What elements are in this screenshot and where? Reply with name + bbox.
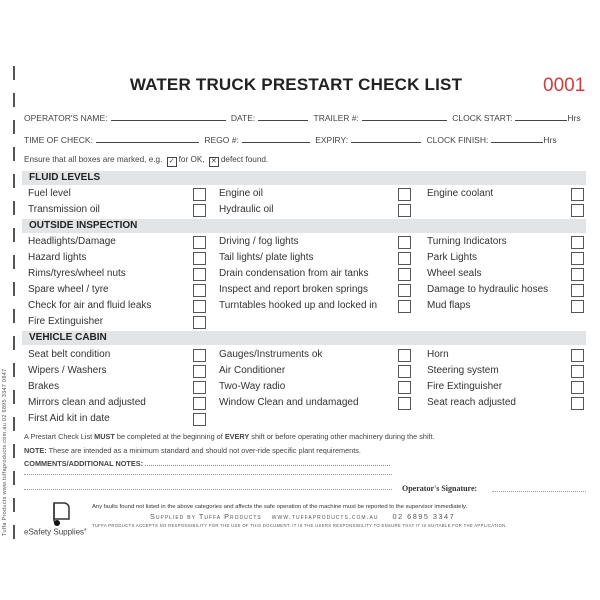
checkbox[interactable] bbox=[571, 236, 584, 249]
perforation-tick bbox=[13, 120, 15, 134]
checkbox[interactable] bbox=[398, 397, 411, 410]
disclaimer: TUFFA PRODUCTS ACCEPTS NO RESPONSIBILITY FOR THE USE OF THIS DOCUMENT. IT IS THE USERS RESPONSIBILITY TO ENSURE THAT IT IS SUITABLE FOR THE APPLICATION. bbox=[92, 523, 508, 528]
checkbox[interactable] bbox=[398, 236, 411, 249]
checkbox[interactable] bbox=[571, 204, 584, 217]
operators-name-label: OPERATOR'S NAME: bbox=[24, 113, 108, 123]
checkbox[interactable] bbox=[193, 236, 206, 249]
check-item: Engine oil bbox=[219, 188, 263, 199]
check-item: Steering system bbox=[427, 365, 499, 376]
checkbox[interactable] bbox=[571, 349, 584, 362]
checkbox[interactable] bbox=[571, 381, 584, 394]
checkbox[interactable] bbox=[193, 413, 206, 426]
checkbox[interactable] bbox=[193, 204, 206, 217]
checkbox[interactable] bbox=[193, 316, 206, 329]
check-item: Seat reach adjusted bbox=[427, 397, 516, 408]
check-item: Mud flaps bbox=[427, 300, 471, 311]
checkbox[interactable] bbox=[193, 349, 206, 362]
checkbox[interactable] bbox=[571, 397, 584, 410]
ok-example-checkbox: ✓ bbox=[167, 157, 177, 167]
checkbox[interactable] bbox=[571, 268, 584, 281]
check-item: Check for air and fluid leaks bbox=[28, 300, 152, 311]
perforation-tick bbox=[13, 201, 15, 215]
perforation-tick bbox=[13, 255, 15, 269]
checkbox[interactable] bbox=[571, 284, 584, 297]
checkbox[interactable] bbox=[571, 188, 584, 201]
check-item: First Aid kit in date bbox=[28, 413, 110, 424]
check-item: Brakes bbox=[28, 381, 60, 392]
perforation-tick bbox=[13, 282, 15, 296]
check-item: Fuel level bbox=[28, 188, 71, 199]
check-item: Mirrors clean and adjusted bbox=[28, 397, 146, 408]
checkbox[interactable] bbox=[398, 349, 411, 362]
section-header-fluid-levels: FLUID LEVELS bbox=[22, 171, 586, 185]
clock-finish-label: CLOCK FINISH: bbox=[426, 135, 489, 145]
checkbox[interactable] bbox=[398, 188, 411, 201]
check-item: Two-Way radio bbox=[219, 381, 286, 392]
check-item: Driving / fog lights bbox=[219, 236, 299, 247]
comments-row bbox=[24, 459, 390, 468]
trailer-label: TRAILER #: bbox=[313, 113, 359, 123]
checkbox[interactable] bbox=[193, 300, 206, 313]
checkbox[interactable] bbox=[193, 252, 206, 265]
checkbox[interactable] bbox=[398, 300, 411, 313]
check-item: Horn bbox=[427, 349, 449, 360]
signature-label: Operator's Signature: bbox=[402, 484, 478, 493]
checkbox[interactable] bbox=[398, 381, 411, 394]
perforation-tick bbox=[13, 147, 15, 161]
check-item: Wheel seals bbox=[427, 268, 482, 279]
check-item: Window Clean and undamaged bbox=[219, 397, 359, 408]
check-item: Seat belt condition bbox=[28, 349, 111, 360]
check-item: Engine coolant bbox=[427, 188, 494, 199]
signature-field[interactable] bbox=[492, 491, 586, 492]
check-item: Transmission oil bbox=[28, 204, 100, 215]
instructions: Ensure that all boxes are marked, e.g. ✓ for OK, ✕ defect found. bbox=[24, 155, 269, 165]
header-row-2 bbox=[24, 134, 557, 145]
perforation-tick bbox=[13, 228, 15, 242]
expiry-field[interactable] bbox=[351, 134, 421, 143]
header-row-1 bbox=[24, 112, 581, 123]
check-item: Drain condensation from air tanks bbox=[219, 268, 369, 279]
checkbox[interactable] bbox=[398, 268, 411, 281]
checkbox[interactable] bbox=[193, 188, 206, 201]
check-item: Headlights/Damage bbox=[28, 236, 116, 247]
expiry-label: EXPIRY: bbox=[315, 135, 349, 145]
check-item: Hydraulic oil bbox=[219, 204, 274, 215]
perforation-tick bbox=[13, 417, 15, 431]
perforation-tick bbox=[13, 390, 15, 404]
checkbox[interactable] bbox=[193, 397, 206, 410]
check-item: Fire Extinguisher bbox=[427, 381, 503, 392]
logo-icon bbox=[48, 500, 72, 528]
check-item: Park Lights bbox=[427, 252, 478, 263]
perforation-tick bbox=[13, 336, 15, 350]
section-header-vehicle-cabin: VEHICLE CABIN bbox=[22, 331, 586, 345]
clock-start-field[interactable] bbox=[515, 112, 567, 121]
checkbox[interactable] bbox=[193, 365, 206, 378]
hrs-label: Hrs bbox=[543, 135, 557, 145]
checkbox[interactable] bbox=[571, 252, 584, 265]
comments-field-line-2[interactable] bbox=[24, 474, 392, 475]
section-header-outside-inspection: OUTSIDE INSPECTION bbox=[22, 219, 586, 233]
check-item: Air Conditioner bbox=[219, 365, 286, 376]
brand-name: eSafety Supplies® bbox=[24, 527, 87, 537]
checkbox[interactable] bbox=[398, 365, 411, 378]
date-label: DATE: bbox=[230, 113, 256, 123]
defect-example-checkbox: ✕ bbox=[209, 157, 219, 167]
rego-label: REGO #: bbox=[204, 135, 239, 145]
checkbox[interactable] bbox=[193, 284, 206, 297]
check-item: Turning Indicators bbox=[427, 236, 507, 247]
checkbox[interactable] bbox=[398, 252, 411, 265]
checkbox[interactable] bbox=[193, 381, 206, 394]
minimum-standard-note: NOTE: These are intended as a minimum standard and should not over-ride specific plant requirements. bbox=[24, 446, 361, 455]
supplier-line: Supplied by Tuffa Products www.tuffaproducts.com.au 02 6895 3347 bbox=[150, 512, 456, 521]
vertical-supplier-text: Tuffa Products www.tuffaproducts.com.au 02 6895 3347 0847 bbox=[2, 368, 8, 536]
rego-field[interactable] bbox=[242, 134, 310, 143]
checkbox[interactable] bbox=[193, 268, 206, 281]
checkbox[interactable] bbox=[398, 284, 411, 297]
comments-label: COMMENTS/ADDITIONAL NOTES: bbox=[24, 459, 144, 468]
trailer-field[interactable] bbox=[362, 112, 447, 121]
check-item: Wipers / Washers bbox=[28, 365, 107, 376]
checkbox[interactable] bbox=[398, 204, 411, 217]
perforation-tick bbox=[13, 309, 15, 323]
time-of-check-label: TIME OF CHECK: bbox=[24, 135, 93, 145]
perforation-tick bbox=[13, 525, 15, 539]
date-field[interactable] bbox=[258, 112, 308, 121]
checkbox[interactable] bbox=[571, 365, 584, 378]
hrs-label: Hrs bbox=[567, 113, 581, 123]
check-item: Damage to hydraulic hoses bbox=[427, 284, 549, 295]
faults-notice: Any faults found not listed in the above categories and affects the safe operation of the machine must be reported to the supervisor immediately. bbox=[92, 504, 468, 510]
perforation-tick bbox=[13, 498, 15, 512]
check-item: Inspect and report broken springs bbox=[219, 284, 368, 295]
perforation-tick bbox=[13, 174, 15, 188]
check-item: Turntables hooked up and locked in bbox=[219, 300, 378, 311]
comments-field-line-1[interactable] bbox=[145, 459, 390, 466]
check-item: Hazard lights bbox=[28, 252, 87, 263]
page-title: WATER TRUCK PRESTART CHECK LIST bbox=[129, 75, 463, 94]
clock-start-label: CLOCK START: bbox=[452, 113, 513, 123]
check-item: Fire Extinguisher bbox=[28, 316, 104, 327]
serial-number: 0001 bbox=[543, 75, 586, 96]
check-item: Tail lights/ plate lights bbox=[219, 252, 314, 263]
must-complete-note: A Prestart Check List MUST be completed at the beginning of EVERY shift or before operating other machinery during the shift. bbox=[24, 432, 435, 441]
comments-field-line-3[interactable] bbox=[24, 489, 392, 490]
check-item: Rims/tyres/wheel nuts bbox=[28, 268, 126, 279]
perforation-tick bbox=[13, 93, 15, 107]
checkbox[interactable] bbox=[571, 300, 584, 313]
clock-finish-field[interactable] bbox=[491, 134, 543, 143]
perforation-tick bbox=[13, 471, 15, 485]
check-item: Gauges/Instruments ok bbox=[219, 349, 323, 360]
time-of-check-field[interactable] bbox=[96, 134, 199, 143]
perforation-tick bbox=[13, 444, 15, 458]
check-item: Spare wheel / tyre bbox=[28, 284, 109, 295]
perforation-tick bbox=[13, 363, 15, 377]
operators-name-field[interactable] bbox=[111, 112, 226, 121]
